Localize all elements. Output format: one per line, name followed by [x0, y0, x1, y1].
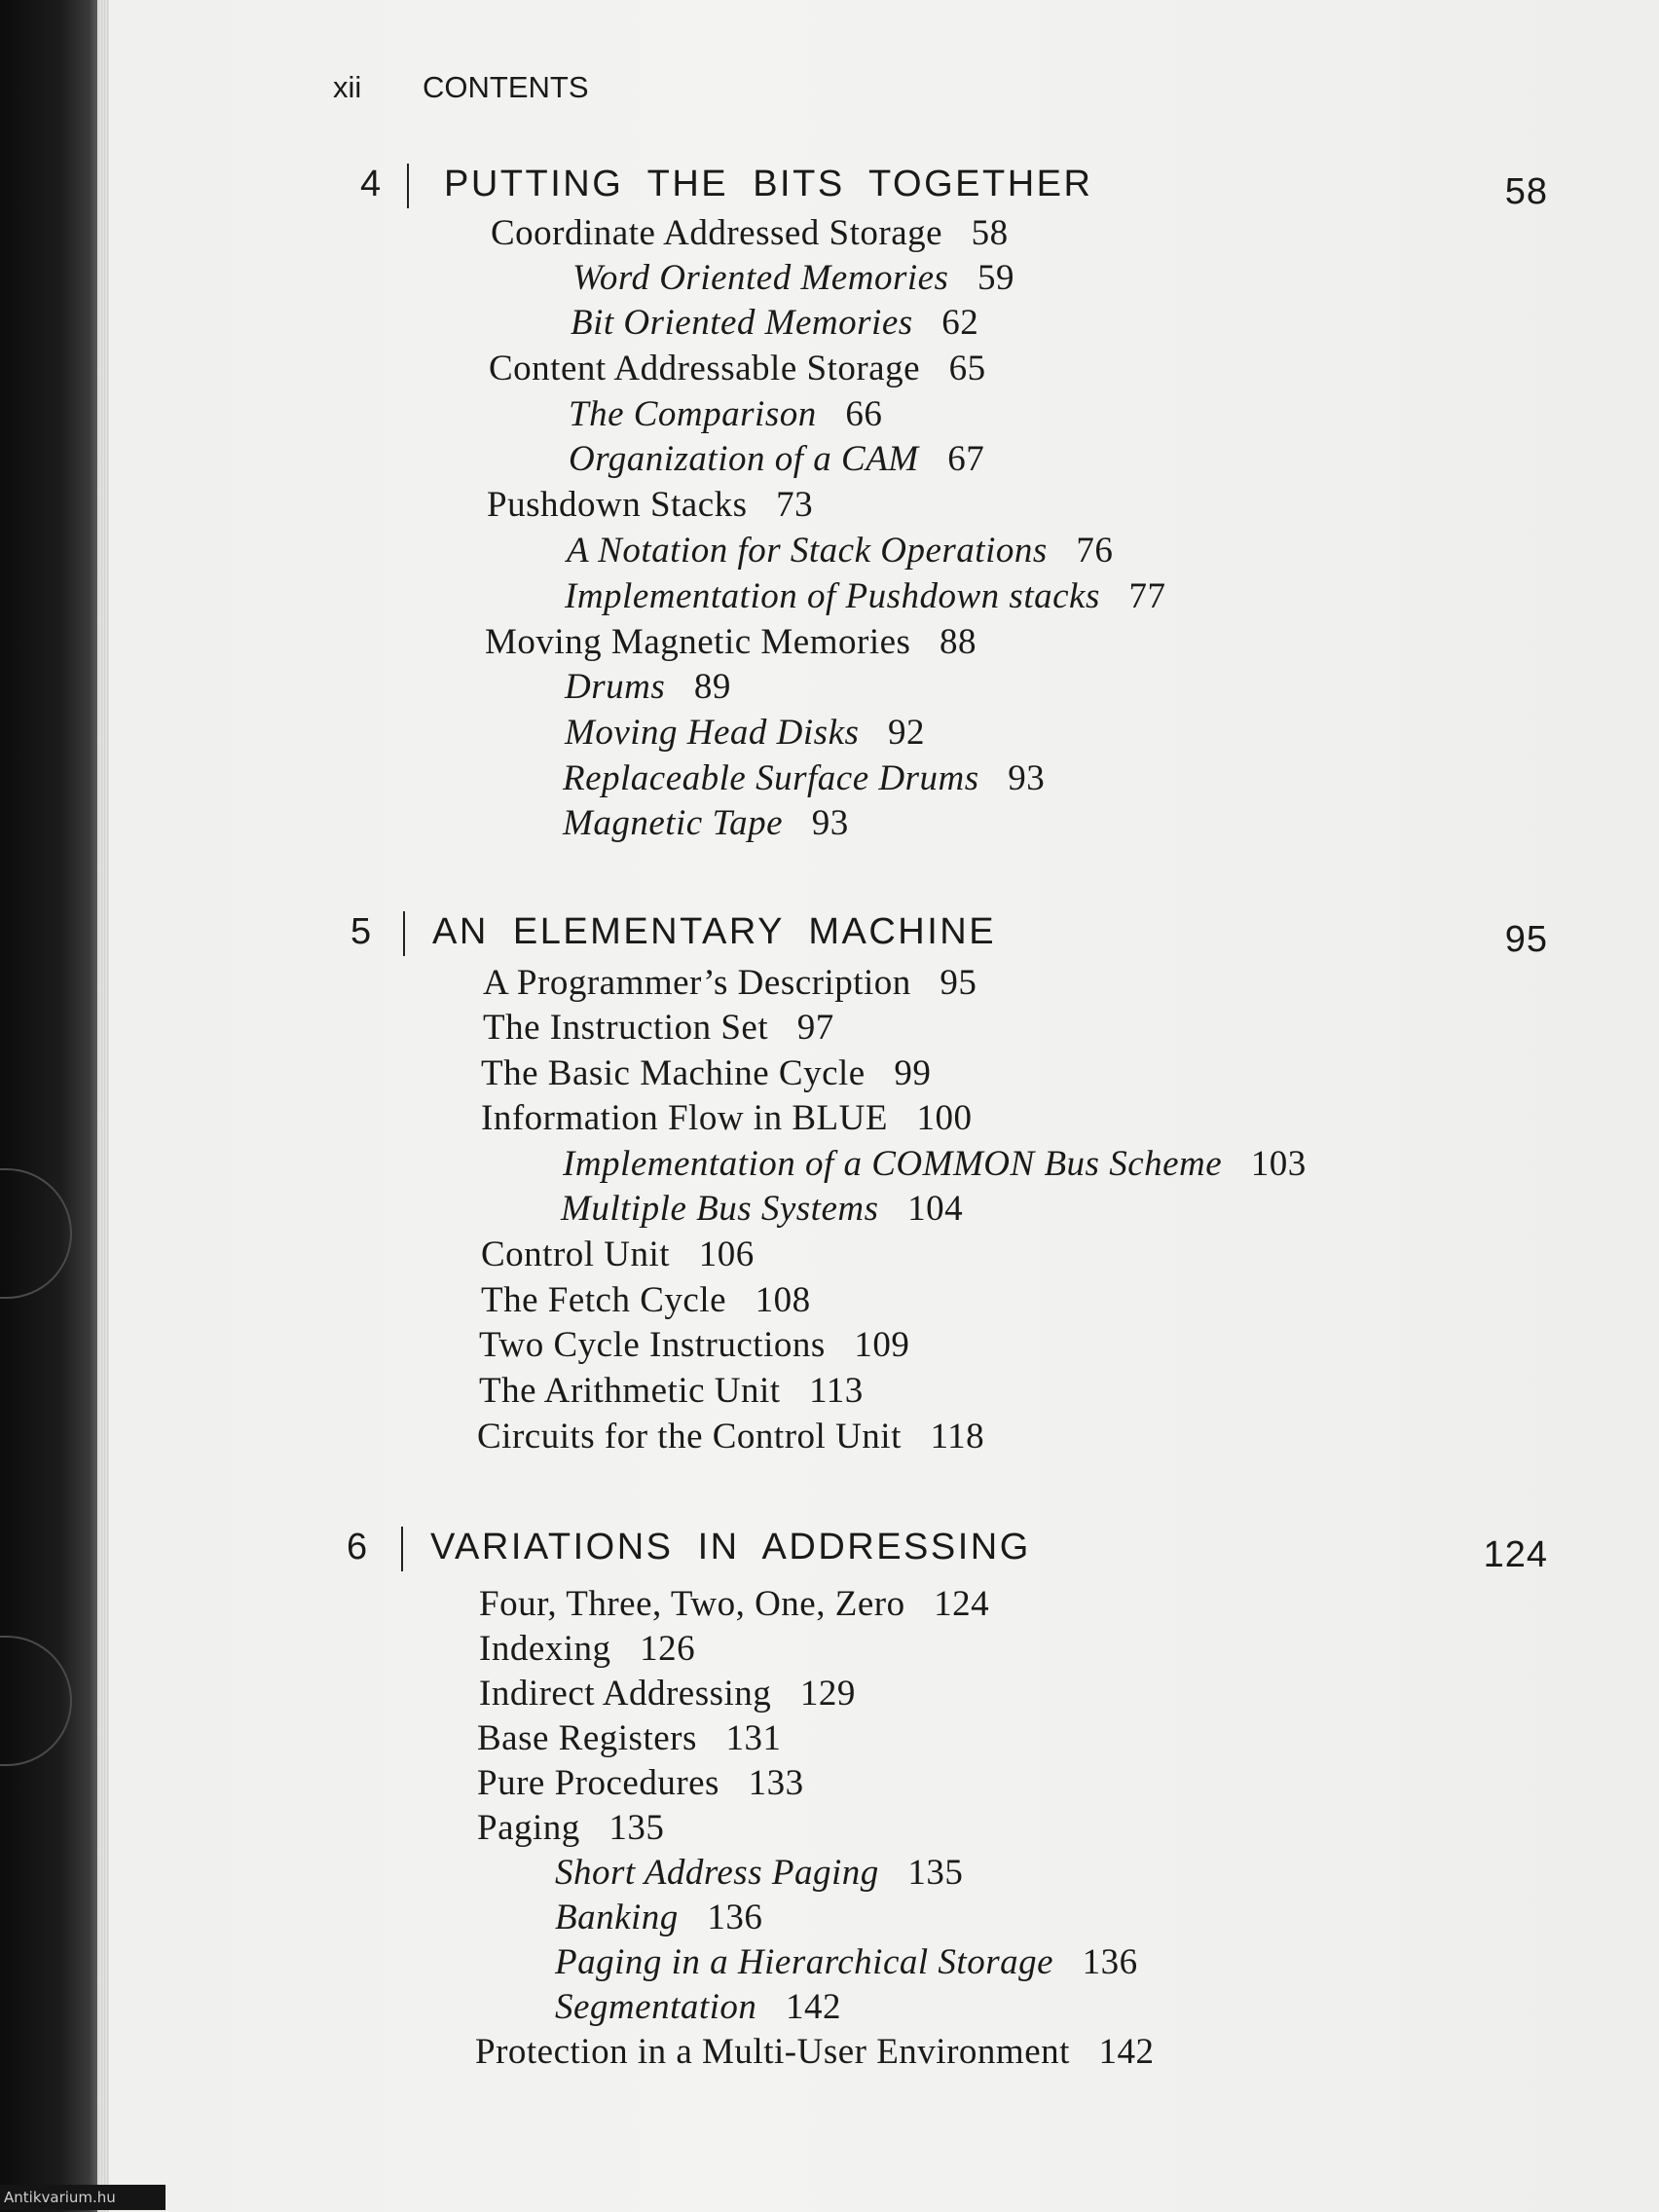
chapter-divider: [403, 911, 405, 956]
toc-entry: Two Cycle Instructions 109: [479, 1325, 910, 1365]
spine-ornament: [0, 1168, 72, 1299]
chapter-number: 6: [347, 1527, 370, 1567]
toc-entry: The Arithmetic Unit 113: [479, 1371, 864, 1411]
chapter-page: 95: [1504, 919, 1548, 960]
running-head: [333, 70, 589, 105]
toc-entry: A Programmer’s Description 95: [483, 963, 977, 1003]
toc-subentry: Drums 89: [565, 667, 731, 707]
toc-entry: Base Registers 131: [477, 1718, 782, 1758]
toc-subentry: Organization of a CAM 67: [569, 439, 985, 479]
chapter-heading-4: [0, 164, 1659, 212]
header-page-number: xii: [333, 70, 362, 104]
toc-entry: Paging 135: [477, 1808, 665, 1848]
chapter-heading-5: [0, 911, 1659, 960]
toc-subentry: Banking 136: [555, 1898, 763, 1937]
chapter-title: PUTTING THE BITS TOGETHER: [444, 164, 1093, 204]
toc-entry: Coordinate Addressed Storage 58: [491, 213, 1009, 253]
watermark: Antikvarium.hu: [0, 2185, 166, 2210]
toc-entry: Four, Three, Two, One, Zero 124: [479, 1584, 990, 1624]
toc-entry: Pushdown Stacks 73: [487, 485, 814, 525]
toc-subentry: Implementation of Pushdown stacks 77: [565, 576, 1166, 616]
toc-entry: Content Addressable Storage 65: [489, 349, 986, 388]
toc-entry: Circuits for the Control Unit 118: [477, 1417, 985, 1456]
toc-entry: Pure Procedures 133: [477, 1763, 804, 1803]
toc-subentry: Implementation of a COMMON Bus Scheme 103: [563, 1144, 1307, 1184]
header-title: CONTENTS: [423, 70, 589, 104]
chapter-divider: [407, 164, 409, 208]
toc-subentry: Multiple Bus Systems 104: [561, 1189, 964, 1229]
toc-subentry: Moving Head Disks 92: [565, 713, 925, 753]
toc-subentry: Replaceable Surface Drums 93: [563, 758, 1046, 798]
chapter-title: VARIATIONS IN ADDRESSING: [430, 1527, 1031, 1567]
toc-subentry: Word Oriented Memories 59: [572, 258, 1015, 298]
toc-subentry: Bit Oriented Memories 62: [571, 303, 979, 343]
chapter-page: 124: [1483, 1534, 1548, 1575]
toc-entry: The Fetch Cycle 108: [481, 1280, 811, 1320]
chapter-divider: [401, 1527, 403, 1571]
toc-entry: Indexing 126: [479, 1629, 696, 1669]
chapter-title: AN ELEMENTARY MACHINE: [432, 911, 997, 952]
toc-subentry: Short Address Paging 135: [555, 1853, 964, 1893]
toc-subentry: A Notation for Stack Operations 76: [567, 531, 1114, 571]
toc-entry: The Instruction Set 97: [483, 1008, 834, 1048]
toc-entry: Information Flow in BLUE 100: [481, 1098, 973, 1138]
toc-subentry: The Comparison 66: [569, 394, 883, 434]
toc-entry: Moving Magnetic Memories 88: [485, 622, 977, 662]
chapter-number: 4: [360, 164, 384, 204]
toc-subentry: Magnetic Tape 93: [563, 803, 849, 843]
toc-subentry: Segmentation 142: [555, 1987, 841, 2027]
toc-entry: The Basic Machine Cycle 99: [481, 1053, 932, 1093]
chapter-heading-6: [0, 1527, 1659, 1575]
chapter-number: 5: [350, 911, 374, 952]
spine-ornament: [0, 1636, 72, 1766]
toc-entry: Control Unit 106: [481, 1235, 755, 1274]
toc-entry: Indirect Addressing 129: [479, 1674, 856, 1714]
chapter-page: 58: [1504, 171, 1548, 212]
book-spine: [0, 0, 101, 2212]
toc-subentry: Paging in a Hierarchical Storage 136: [555, 1942, 1138, 1982]
toc-entry: Protection in a Multi-User Environment 142: [475, 2032, 1155, 2072]
